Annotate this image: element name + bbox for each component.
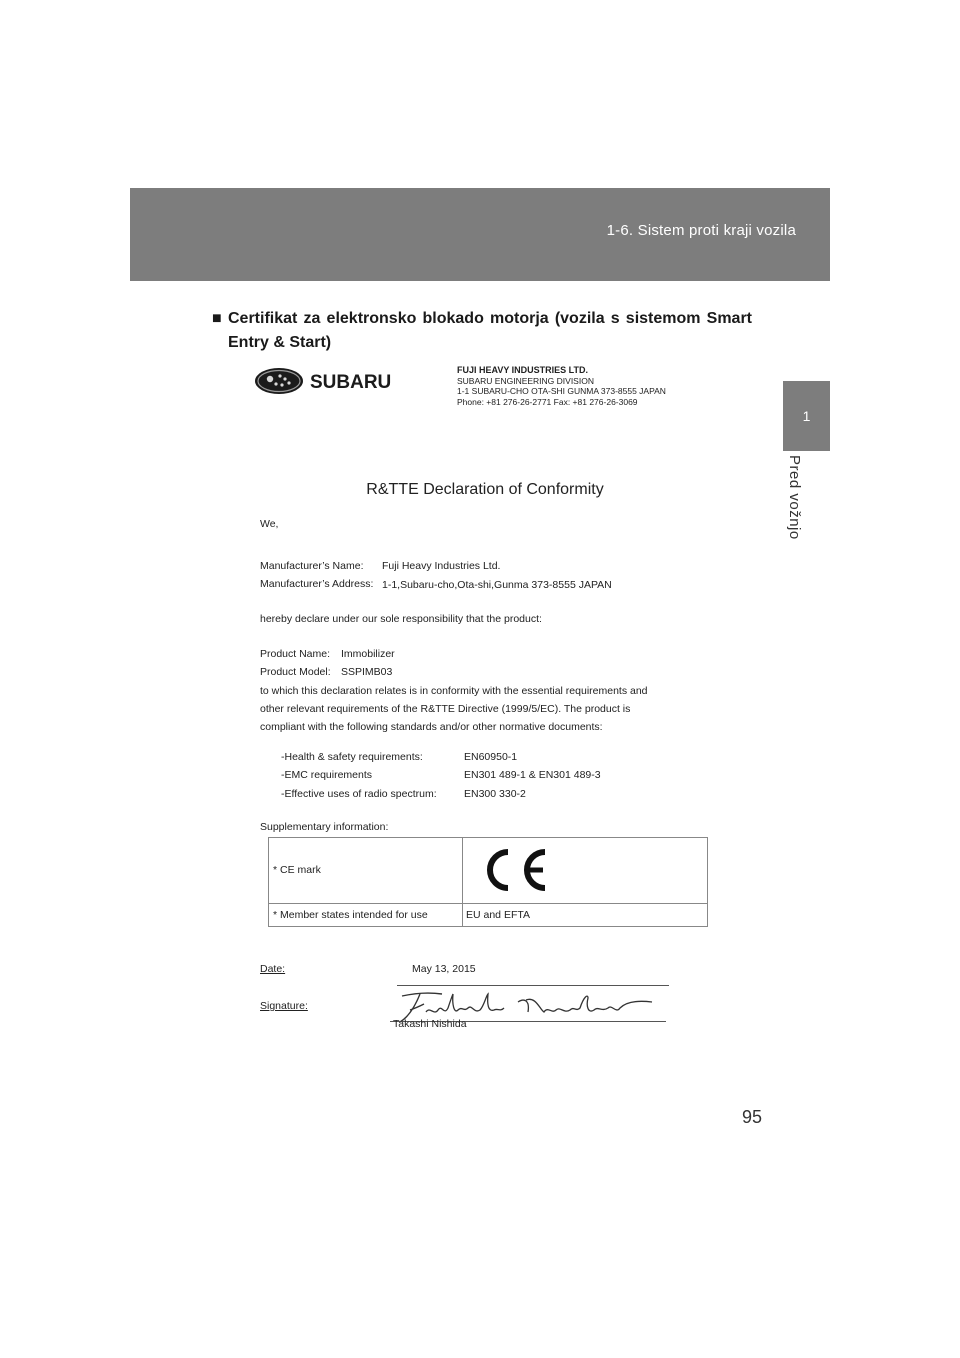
company-phone: Phone: +81 276-26-2771 Fax: +81 276-26-3069 — [457, 396, 638, 407]
certificate — [240, 355, 730, 1045]
supplementary-table — [268, 837, 708, 927]
date-value: May 13, 2015 — [412, 963, 476, 975]
chapter-tab-label: Pred vožnjo — [786, 455, 803, 540]
standard-label: -Effective uses of radio spectrum: — [281, 788, 437, 800]
standard-label: -EMC requirements — [281, 769, 373, 781]
section-heading — [212, 307, 752, 355]
product-model: SSPIMB03 — [341, 666, 393, 678]
company-division: SUBARU ENGINEERING DIVISION — [457, 375, 594, 386]
signatory-name: Takashi Nishida — [393, 1018, 467, 1030]
company-address: 1-1 SUBARU-CHO OTA-SHI GUNMA 373-8555 JAPAN — [457, 386, 666, 396]
page-number: 95 — [742, 1107, 763, 1127]
manufacturer-address-label: Manufacturer’s Address: — [260, 578, 374, 590]
standard-value: EN60950-1 — [464, 751, 518, 763]
section-heading-text: Certifikat za elektronsko blokado motorja (vozila s sistemom Smart — [228, 310, 752, 327]
date-label: Date: — [260, 963, 286, 975]
we-text: We, — [260, 518, 279, 530]
standard-value: EN300 330-2 — [464, 788, 526, 800]
member-states-value: EU and EFTA — [466, 909, 530, 921]
member-states-label: * Member states intended for use — [273, 909, 428, 921]
certificate-title: R&TTE Declaration of Conformity — [366, 481, 604, 498]
date-line — [397, 985, 669, 986]
declaration-text: hereby declare under our sole responsibility that the product: — [260, 613, 542, 625]
manufacturer-name-label: Manufacturer’s Name: — [260, 560, 364, 572]
product-name: Immobilizer — [341, 648, 395, 660]
standard-label: -Health & safety requirements: — [281, 751, 423, 763]
conformity-line: other relevant requirements of the R&TTE Directive (1999/5/EC). The product is — [260, 703, 631, 715]
manufacturer-name: Fuji Heavy Industries Ltd. — [382, 560, 501, 572]
ce-mark-icon — [477, 846, 549, 894]
manufacturer-address: 1-1,Subaru-cho,Ota-shi,Gunma 373-8555 JAPAN — [382, 579, 612, 591]
conformity-line: compliant with the following standards and/or other normative documents: — [260, 721, 603, 733]
signature-label: Signature: — [260, 1000, 308, 1012]
company-name: FUJI HEAVY INDUSTRIES LTD. — [457, 365, 589, 375]
subaru-wordmark: SUBARU — [310, 372, 392, 393]
section-heading-line1 — [212, 307, 752, 331]
product-name-label: Product Name: — [260, 648, 331, 660]
subaru-logo — [254, 366, 414, 396]
standard-value: EN301 489-1 & EN301 489-3 — [464, 769, 601, 781]
conformity-line: to which this declaration relates is in conformity with the essential requirements and — [260, 685, 648, 697]
chapter-tab-number: 1 — [783, 381, 830, 451]
chapter-header-bar — [130, 188, 830, 281]
ce-mark-label: * CE mark — [273, 864, 321, 876]
subaru-emblem-icon — [254, 366, 414, 396]
supplementary-label: Supplementary information: — [260, 821, 389, 833]
product-model-label: Product Model: — [260, 666, 331, 678]
company-block — [457, 365, 666, 407]
conformity-paragraph — [260, 682, 648, 736]
chapter-title: 1-6. Sistem proti kraji vozila — [606, 222, 796, 239]
section-heading-line2: Entry & Start) — [228, 334, 332, 351]
square-bullet-icon: ■ — [212, 310, 222, 327]
